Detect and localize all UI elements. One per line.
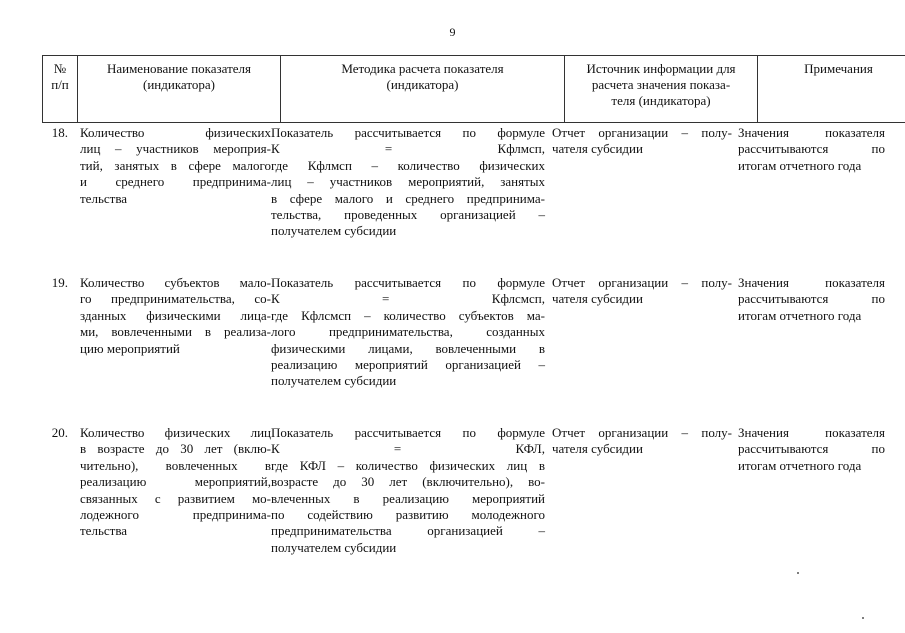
scan-speck	[797, 572, 799, 574]
cell-source	[552, 425, 732, 458]
cell-method-line: влеченных в реализацию мероприятий	[271, 490, 545, 506]
cell-name-line: чительно), вовлеченных в	[80, 457, 271, 473]
cell-name-line: зданных физическими лица-	[80, 307, 271, 323]
cell-name-line: цию мероприятий	[80, 340, 180, 356]
cell-method	[271, 125, 545, 240]
cell-source-line: Отчет организации – полу-	[552, 425, 732, 440]
cell-method-line: Показатель рассчитывается по формуле	[271, 425, 545, 440]
header-note	[758, 56, 905, 123]
cell-name-line: Количество физических лиц	[80, 425, 271, 440]
cell-name-line: лиц – участников мероприя-	[80, 141, 271, 157]
cell-name-line: тельства	[80, 190, 128, 206]
cell-method	[271, 425, 545, 556]
cell-method-line: физическими лицами, вовлеченными в	[271, 340, 545, 356]
cell-name-line: ми, вовлеченными в реализа-	[80, 324, 271, 340]
cell-method-line: тельства, проведенных организацией –	[271, 207, 545, 223]
row-number: 19.	[51, 275, 68, 290]
cell-method-line: где Кфлсмсп – количество субъектов ма-	[271, 307, 545, 323]
cell-note	[738, 125, 885, 174]
row-number: 18.	[51, 125, 68, 140]
cell-note-line: итогам отчетного года	[738, 457, 862, 473]
scan-speck	[862, 617, 864, 619]
cell-note-line: рассчитываются по	[738, 141, 885, 157]
cell-note-line: итогам отчетного года	[738, 157, 862, 173]
cell-method-line: где Кфлмсп – количество физических	[271, 157, 545, 173]
cell-method-line: К = КФЛ,	[271, 441, 545, 457]
header-method-line: Методика расчета показателя	[341, 61, 504, 76]
cell-note-line: Значения показателя	[738, 275, 885, 290]
header-num-line: №	[53, 61, 67, 76]
cell-name	[80, 125, 271, 207]
header-num-line: п/п	[51, 77, 69, 92]
cell-method-line: получателем субсидии	[271, 373, 397, 389]
cell-method-line: получателем субсидии	[271, 223, 397, 239]
cell-note	[738, 275, 885, 324]
header-note-line: Примечания	[804, 61, 873, 76]
cell-name-line: тий, занятых в сфере малого	[80, 157, 271, 173]
cell-note-line: рассчитываются по	[738, 441, 885, 457]
cell-method-line: реализацию мероприятий организацией –	[271, 357, 545, 373]
header-source	[565, 56, 758, 123]
header-source-line: расчета значения показа-	[591, 77, 731, 92]
header-num	[43, 56, 78, 123]
cell-method-line: получателем субсидии	[271, 539, 397, 555]
cell-note-line: рассчитываются по	[738, 291, 885, 307]
cell-method-line: лого предпринимательства, созданных	[271, 324, 545, 340]
cell-method-line: предпринимательства организацией –	[271, 523, 545, 539]
cell-method	[271, 275, 545, 390]
cell-method-line: лиц – участников мероприятий, занятых	[271, 174, 545, 190]
cell-name	[80, 275, 271, 357]
row-number: 20.	[51, 425, 68, 440]
cell-source	[552, 125, 732, 158]
header-source-line: Источник информации для	[586, 61, 736, 76]
cell-name-line: и среднего предпринима-	[80, 174, 271, 190]
header-name-line: (индикатора)	[143, 77, 215, 92]
cell-source-line: чателя субсидии	[552, 291, 643, 307]
cell-method-line: по содействию развитию молодежного	[271, 507, 545, 523]
cell-note	[738, 425, 885, 474]
cell-source-line: Отчет организации – полу-	[552, 275, 732, 290]
cell-method-line: К = Кфлсмсп,	[271, 291, 545, 307]
cell-method-line: где КФЛ – количество физических лиц в	[271, 457, 545, 473]
cell-name-line: Количество физических	[80, 125, 271, 140]
cell-name-line: лодежного предпринима-	[80, 507, 271, 523]
cell-source-line: Отчет организации – полу-	[552, 125, 732, 140]
cell-name-line: тельства	[80, 523, 128, 539]
page-number: 9	[449, 25, 456, 39]
cell-source-line: чателя субсидии	[552, 441, 643, 457]
cell-source-line: чателя субсидии	[552, 141, 643, 157]
cell-note-line: Значения показателя	[738, 125, 885, 140]
cell-source	[552, 275, 732, 308]
cell-name	[80, 425, 271, 540]
cell-name-line: связанных с развитием мо-	[80, 490, 271, 506]
cell-name-line: Количество субъектов мало-	[80, 275, 271, 290]
cell-method-line: Показатель рассчитывается по формуле	[271, 125, 545, 140]
table-header	[42, 55, 905, 123]
cell-method-line: в сфере малого и среднего предпринима-	[271, 190, 545, 206]
cell-name-line: реализацию мероприятий,	[80, 474, 271, 490]
cell-name-line: го предпринимательства, со-	[80, 291, 271, 307]
header-name-line: Наименование показателя	[106, 61, 252, 76]
cell-note-line: Значения показателя	[738, 425, 885, 440]
header-source-line: теля (индикатора)	[611, 93, 711, 108]
header-method	[281, 56, 565, 123]
cell-method-line: К = Кфлмсп,	[271, 141, 545, 157]
header-method-line: (индикатора)	[386, 77, 459, 92]
cell-method-line: возрасте до 30 лет (включительно), во-	[271, 474, 545, 490]
cell-method-line: Показатель рассчитывается по формуле	[271, 275, 545, 290]
cell-name-line: в возрасте до 30 лет (вклю-	[80, 441, 271, 457]
header-name	[78, 56, 281, 123]
cell-note-line: итогам отчетного года	[738, 307, 862, 323]
